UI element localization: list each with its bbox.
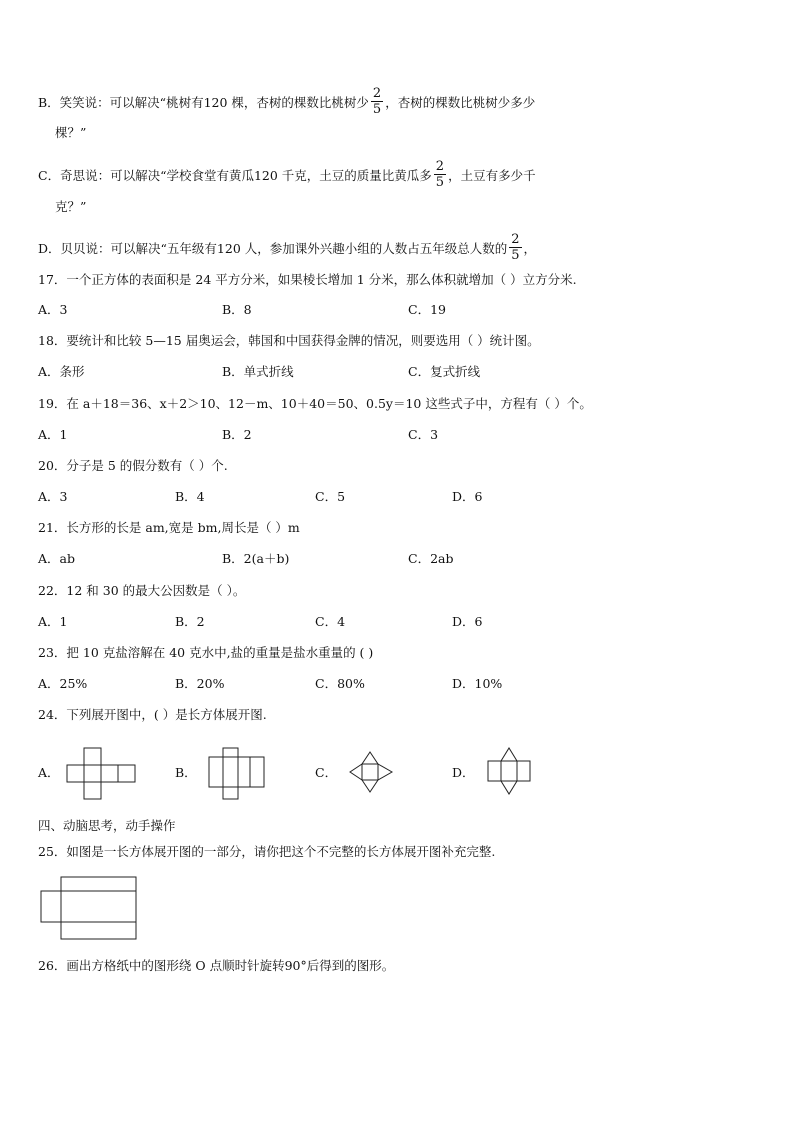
q24-stem: 24．下列展开图中，( ）是长方体展开图. <box>38 707 267 722</box>
partial-net-figure <box>40 876 140 942</box>
q16-option-c: C．奇思说：可以解决“学校食堂有黄瓜120 千克，土豆的质量比黄瓜多 $\frac{2}{5}$ ，土豆有多少千 <box>38 159 536 190</box>
q22-stem: 22．12 和 30 的最大公因数是（ ）。 <box>38 583 246 598</box>
q19-option-b[interactable]: B．2 <box>222 427 252 442</box>
q23-option-d[interactable]: D．10% <box>452 676 503 691</box>
q24-option-d[interactable]: D． <box>452 765 475 780</box>
q22-option-a[interactable]: A．1 <box>38 614 68 629</box>
q16-option-b-continued: 棵？” <box>55 125 87 140</box>
q21-option-b[interactable]: B．2(a＋b) <box>222 551 290 566</box>
q18-option-a[interactable]: A．条形 <box>38 364 85 379</box>
q19-option-c[interactable]: C．3 <box>408 427 439 442</box>
q17-stem: 17．一个正方体的表面积是 24 平方分米，如果棱长增加 1 分米，那么体积就增加（ ）立方分米. <box>38 272 577 287</box>
q22-option-d[interactable]: D．6 <box>452 614 483 629</box>
q21-option-a[interactable]: A．ab <box>38 551 75 566</box>
q20-option-c[interactable]: C．5 <box>315 489 346 504</box>
q18-option-b[interactable]: B．单式折线 <box>222 364 294 379</box>
net-figure-d <box>485 746 535 796</box>
q18-option-c[interactable]: C．复式折线 <box>408 364 481 379</box>
net-figure-b <box>205 748 269 800</box>
q24-option-b[interactable]: B． <box>175 765 197 780</box>
q20-option-d[interactable]: D．6 <box>452 489 483 504</box>
net-figure-c <box>347 750 397 794</box>
q16-option-d: D．贝贝说：可以解决“五年级有120 人，参加课外兴趣小组的人数占五年级总人数的 $\frac{2}{5}$ ， <box>38 232 537 263</box>
q23-option-b[interactable]: B．20% <box>175 676 225 691</box>
q25-stem: 25．如图是一长方体展开图的一部分，请你把这个不完整的长方体展开图补充完整. <box>38 844 496 859</box>
q17-option-b[interactable]: B．8 <box>222 302 252 317</box>
q20-stem: 20．分子是 5 的假分数有（ ）个. <box>38 458 228 473</box>
section-four-title: 四、动脑思考，动手操作 <box>38 818 176 833</box>
q22-option-c[interactable]: C．4 <box>315 614 346 629</box>
q23-option-a[interactable]: A．25% <box>38 676 88 691</box>
q24-option-c[interactable]: C． <box>315 765 338 780</box>
q23-option-c[interactable]: C．80% <box>315 676 365 691</box>
net-figure-a <box>62 748 142 800</box>
q23-stem: 23．把 10 克盐溶解在 40 克水中,盐的重量是盐水重量的 ( ) <box>38 645 374 660</box>
q16-option-b: B．笑笑说：可以解决“桃树有120 棵，杏树的棵数比桃树少 $\frac{2}{5}$ ，杏树的棵数比桃树少多少 <box>38 86 536 117</box>
q21-option-c[interactable]: C．2ab <box>408 551 454 566</box>
fraction-two-fifths: $\frac{2}{5}$ <box>372 86 382 117</box>
q20-option-a[interactable]: A．3 <box>38 489 68 504</box>
q24-option-a[interactable]: A． <box>38 765 60 780</box>
q17-option-a[interactable]: A．3 <box>38 302 68 317</box>
q26-stem: 26．画出方格纸中的图形绕 O 点顺时针旋转90°后得到的图形。 <box>38 958 395 973</box>
fraction-two-fifths: $\frac{2}{5}$ <box>435 159 445 190</box>
q16-option-c-continued: 克？” <box>55 199 87 214</box>
q19-stem: 19．在 a＋18＝36、x＋2＞10、12－m、10＋40＝50、0.5y＝10 这些式子中，方程有（ ）个。 <box>38 396 592 411</box>
q18-stem: 18．要统计和比较 5—15 届奥运会，韩国和中国获得金牌的情况，则要选用（ ）统计图。 <box>38 333 540 348</box>
q22-option-b[interactable]: B．2 <box>175 614 205 629</box>
q19-option-a[interactable]: A．1 <box>38 427 68 442</box>
q17-option-c[interactable]: C．19 <box>408 302 446 317</box>
fraction-two-fifths: $\frac{2}{5}$ <box>511 232 520 263</box>
q21-stem: 21．长方形的长是 am,宽是 bm,周长是（ ）m <box>38 520 300 535</box>
q20-option-b[interactable]: B．4 <box>175 489 205 504</box>
